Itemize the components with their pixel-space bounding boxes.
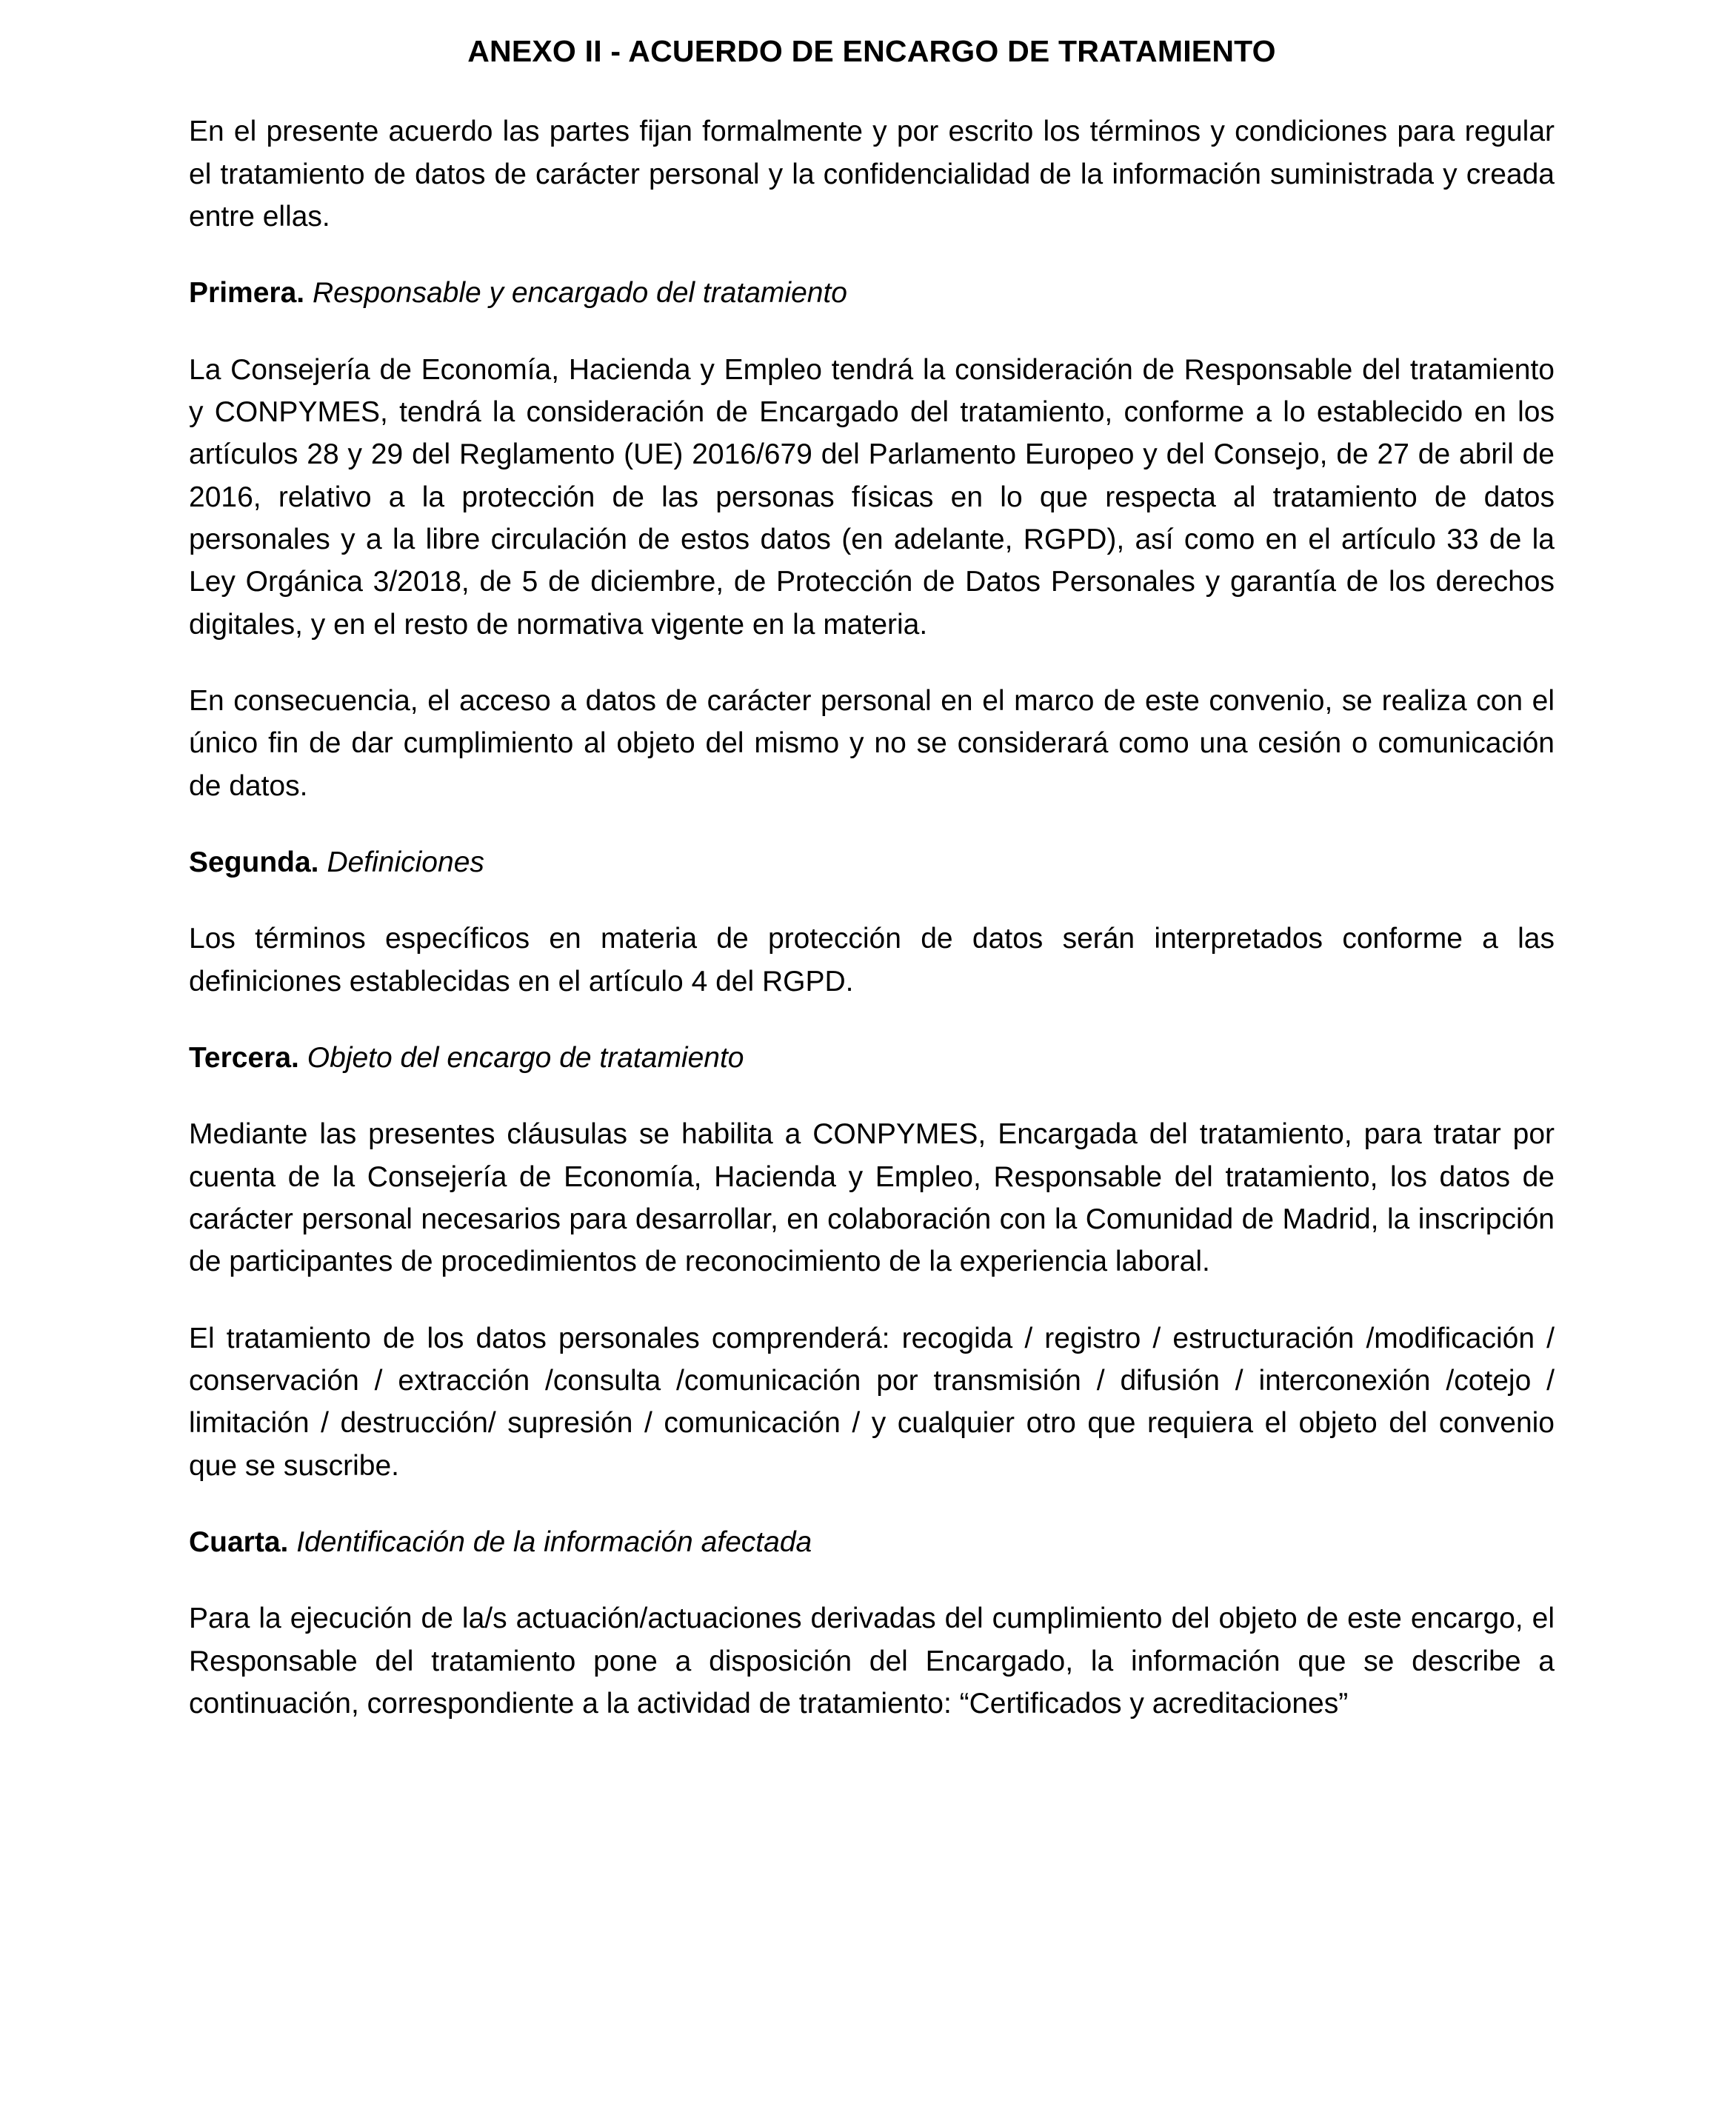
section-label: Tercera. [189, 1041, 299, 1074]
section-label: Segunda. [189, 846, 319, 878]
section-heading-segunda [189, 841, 1555, 883]
paragraph: En consecuencia, el acceso a datos de carácter personal en el marco de este convenio, se realiza con el único fin de dar cumplimiento al objeto del mismo y no se considerará como una cesión o comunicación de datos. [189, 684, 1555, 802]
section-heading-cuarta [189, 1521, 1555, 1563]
section-label: Cuarta. [189, 1525, 289, 1558]
paragraph: Mediante las presentes cláusulas se habilita a CONPYMES, Encargada del tratamiento, para tratar por cuenta de la Consejería de Economía, Hacienda y Empleo, Responsable del tratamiento, los datos de carácter personal necesarios para desarrollar, en colaboración con la Comunidad de Madrid, la inscripción de participantes de procedimientos de reconocimiento de la experiencia laboral. [189, 1118, 1555, 1278]
paragraph: Para la ejecución de la/s actuación/actuaciones derivadas del cumplimiento del objeto de este encargo, el Responsable del tratamiento pone a disposición del Encargado, la información que se describe a continuación, correspondiente a la actividad de tratamiento: “Certificados y acreditaciones” [189, 1603, 1555, 1720]
intro-paragraph: En el presente acuerdo las partes fijan formalmente y por escrito los términos y condiciones para regular el tratamiento de datos de carácter personal y la confidencialidad de la información suministrada y creada entre ellas. [189, 116, 1555, 233]
section-title: Responsable y encargado del tratamiento [313, 277, 847, 310]
section-title: Objeto del encargo de tratamiento [307, 1041, 744, 1074]
section-title: Definiciones [327, 846, 484, 878]
paragraph: Los términos específicos en materia de protección de datos serán interpretados conforme a las definiciones establecidas en el artículo 4 del RGPD. [189, 923, 1555, 997]
paragraph: La Consejería de Economía, Hacienda y Empleo tendrá la consideración de Responsable del tratamiento y CONPYMES, tendrá la consideración de Encargado del tratamiento, conforme a lo establecido en los artículos 28 y 29 del Reglamento (UE) 2016/679 del Parlamento Europeo y del Consejo, de 27 de abril de 2016, relativo a la protección de las personas físicas en lo que respecta al tratamiento de datos personales y a la libre circulación de estos datos (en adelante, RGPD), así como en el artículo 33 de la Ley Orgánica 3/2018, de 5 de diciembre, de Protección de Datos Personales y garantía de los derechos digitales, y en el resto de normativa vigente en la materia. [189, 353, 1555, 641]
section-heading-tercera [189, 1037, 1555, 1079]
section-label: Primera. [189, 277, 305, 310]
section-title: Identificación de la información afectada [296, 1525, 812, 1558]
paragraph: El tratamiento de los datos personales comprenderá: recogida / registro / estructuración /modificación / conservación / extracción /consulta /comunicación por transmisión / difusión / interconexión /cotejo / limitación / destrucción/ supresión / comunicación / y cualquier otro que requiera el objeto del convenio que se suscribe. [189, 1322, 1555, 1482]
document-title: ANEXO II - ACUERDO DE ENCARGO DE TRATAMIENTO [467, 34, 1276, 68]
section-heading-primera [189, 272, 1555, 314]
